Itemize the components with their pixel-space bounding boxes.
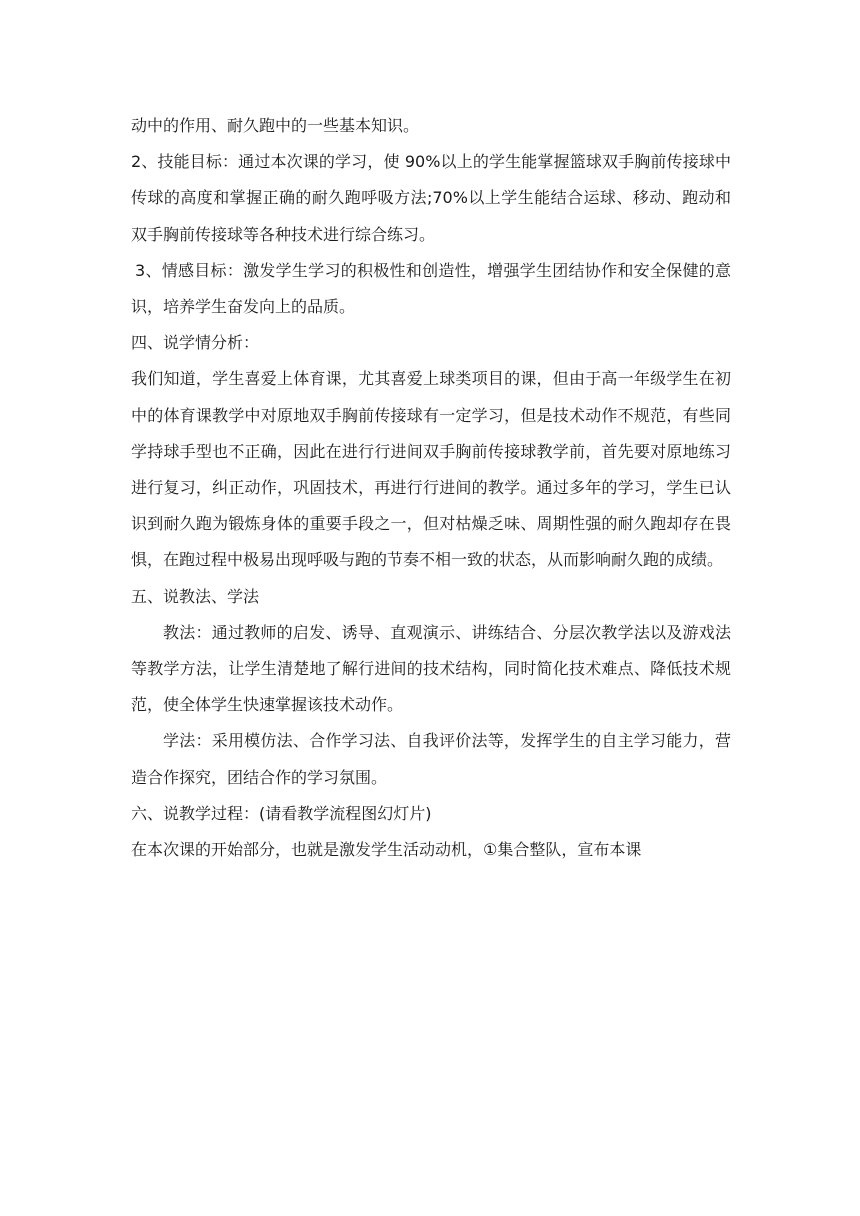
section-heading-teaching-process: 六、说教学过程：(请看教学流程图幻灯片) — [131, 803, 432, 823]
paragraph-skill-goal: 2、技能目标：通过本次课的学习，使 90%以上的学生能掌握篮球双手胸前传接球中传球的高度和掌握正确的耐久跑呼吸方法;70%以上学生能结合运球、移动、跑动和双手胸前传接球等各种技术进行综合练习。 — [131, 152, 731, 244]
section-heading-methods: 五、说教法、学法 — [131, 586, 260, 606]
paragraph-teaching-method: 教法：通过教师的启发、诱导、直观演示、讲练结合、分层次教学法以及游戏法等教学方法，让学生清楚地了解行进间的技术结构，同时简化技术难点、降低技术规范，使全体学生快速掌握该技术动作。 — [131, 622, 731, 715]
document-body — [131, 108, 731, 868]
section-heading-student-analysis: 四、说学情分析： — [131, 333, 260, 353]
paragraph-student-analysis: 我们知道，学生喜爱上体育课，尤其喜爱上球类项目的课，但由于高一年级学生在初中的体育课教学中对原地双手胸前传接球有一定学习，但是技术动作不规范，有些同学持球手型也不正确，因此在进行行进间双手胸前传接球教学前，首先要对原地练习进行复习，纠正动作，巩固技术，再进行行进间的教学。通过多年的学习，学生已认识到耐久跑为锻炼身体的重要手段之一，但对枯燥乏味、周期性强的耐久跑却存在畏惧，在跑过程中极易出现呼吸与跑的节奏不相一致的状态，从而影响耐久跑的成绩。 — [131, 369, 731, 570]
paragraph-emotion-goal: 3、情感目标：激发学生学习的积极性和创造性，增强学生团结协作和安全保健的意识，培养学生奋发向上的品质。 — [131, 260, 731, 317]
paragraph-cognitive-goal-end: 动中的作用、耐久跑中的一些基本知识。 — [131, 116, 420, 135]
paragraph-teaching-process: 在本次课的开始部分，也就是激发学生活动动机，①集合整队，宣布本课 — [131, 840, 642, 860]
paragraph-learning-method: 学法：采用模仿法、合作学习法、自我评价法等，发挥学生的自主学习能力，营造合作探究，团结合作的学习氛围。 — [131, 731, 731, 787]
